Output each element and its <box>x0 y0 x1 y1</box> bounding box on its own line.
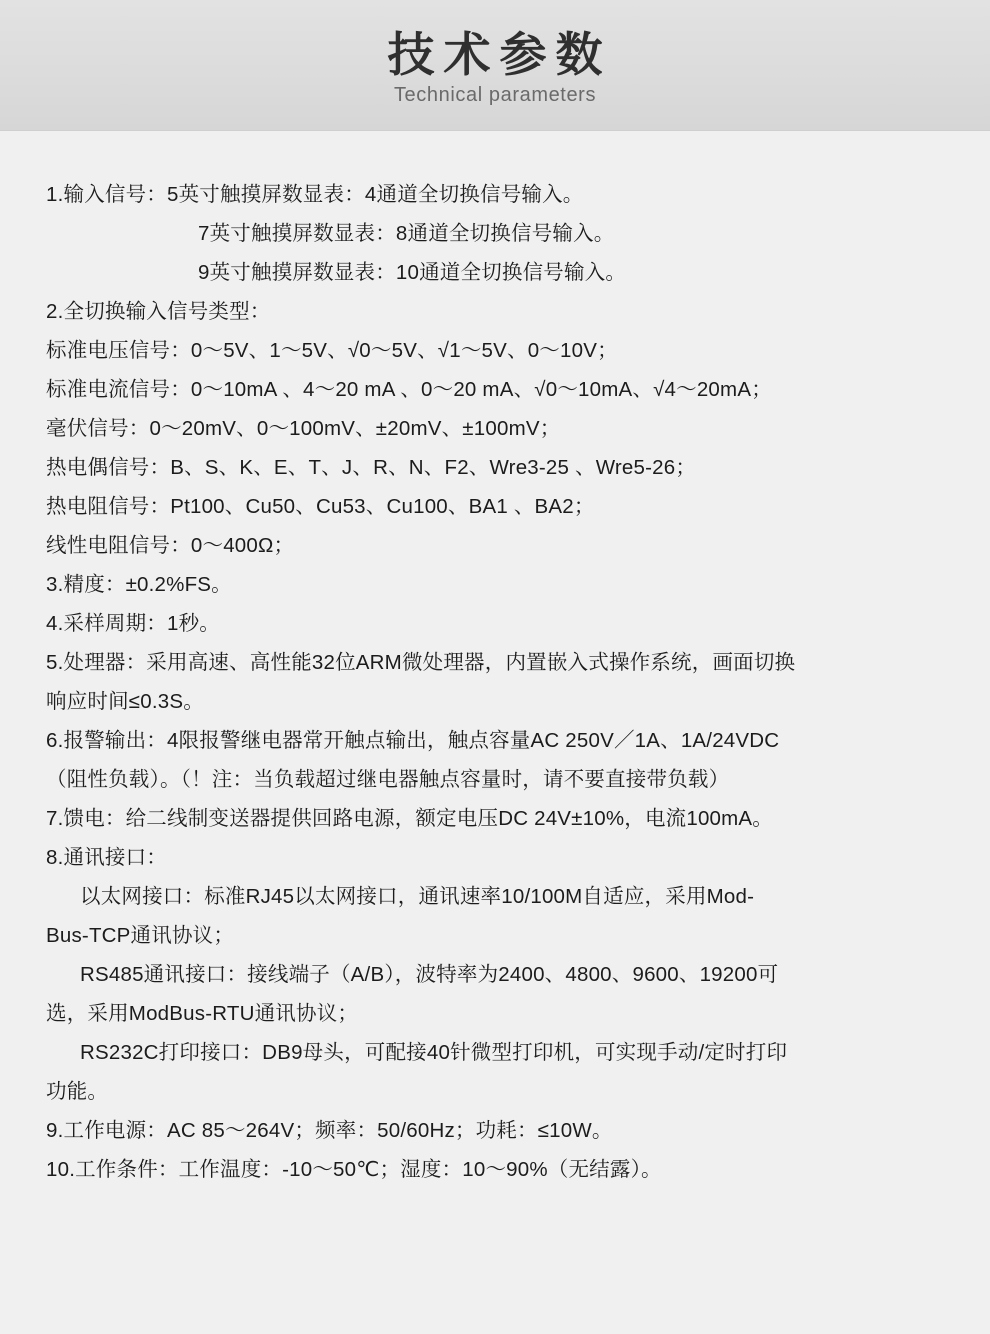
page-title: 技术参数 <box>387 28 612 82</box>
spec-line: 9英寸触摸屏数显表：10通道全切换信号输入。 <box>198 261 627 284</box>
spec-line: RS485通讯接口：接线端子（A/B），波特率为2400、4800、9600、19200可 <box>80 963 779 986</box>
spec-line: 7英寸触摸屏数显表：8通道全切换信号输入。 <box>198 222 615 245</box>
page-header <box>0 0 990 131</box>
spec-line: 以太网接口：标准RJ45以太网接口，通讯速率10/100M自适应，采用Mod- <box>80 885 755 908</box>
spec-line: （阻性负载）。（！注：当负载超过继电器触点容量时，请不要直接带负载） <box>46 768 730 791</box>
spec-line: 7.馈电：给二线制变送器提供回路电源，额定电压DC 24V±10%，电流100mA。 <box>46 807 774 830</box>
spec-line: 热电偶信号：B、S、K、E、T、J、R、N、F2、Wre3-25 、Wre5-26； <box>46 456 697 479</box>
spec-line: 2.全切换输入信号类型： <box>46 300 271 323</box>
spec-line: 1.输入信号：5英寸触摸屏数显表：4通道全切换信号输入。 <box>46 183 584 206</box>
spec-line: 热电阻信号：Pt100、Cu50、Cu53、Cu100、BA1 、BA2； <box>46 495 595 518</box>
spec-line: 5.处理器：采用高速、高性能32位ARM微处理器，内置嵌入式操作系统，画面切换 <box>46 651 796 674</box>
spec-line: 毫伏信号：0～20mV、0～100mV、±20mV、±100mV； <box>46 417 561 440</box>
spec-line: 标准电压信号：0～5V、1～5V、√0～5V、√1～5V、0～10V； <box>46 339 618 362</box>
specs-body <box>0 131 990 1219</box>
spec-line: 4.采样周期：1秒。 <box>46 612 220 635</box>
spec-line: 3.精度：±0.2%FS。 <box>46 573 232 596</box>
spec-line: Bus-TCP通讯协议； <box>46 924 235 947</box>
spec-line: 选，采用ModBus-RTU通讯协议； <box>46 1002 359 1025</box>
spec-line: 标准电流信号：0～10mA 、4～20 mA 、0～20 mA、√0～10mA、√4～20mA； <box>46 378 772 401</box>
spec-line: 9.工作电源：AC 85～264V；频率：50/60Hz；功耗：≤10W。 <box>46 1119 613 1142</box>
spec-line: 8.通讯接口： <box>46 846 167 869</box>
spec-line: 响应时间≤0.3S。 <box>46 690 204 713</box>
spec-line: 10.工作条件：工作温度：-10～50℃；湿度：10～90%（无结露）。 <box>46 1158 662 1181</box>
spec-line: 6.报警输出：4限报警继电器常开触点输出，触点容量AC 250V／1A、1A/24VDC <box>46 729 780 752</box>
page-subtitle: Technical parameters <box>393 83 597 106</box>
spec-line: 线性电阻信号：0～400Ω； <box>46 534 295 557</box>
spec-line: RS232C打印接口：DB9母头，可配接40针微型打印机，可实现手动/定时打印 <box>80 1041 788 1064</box>
spec-line: 功能。 <box>46 1080 109 1103</box>
